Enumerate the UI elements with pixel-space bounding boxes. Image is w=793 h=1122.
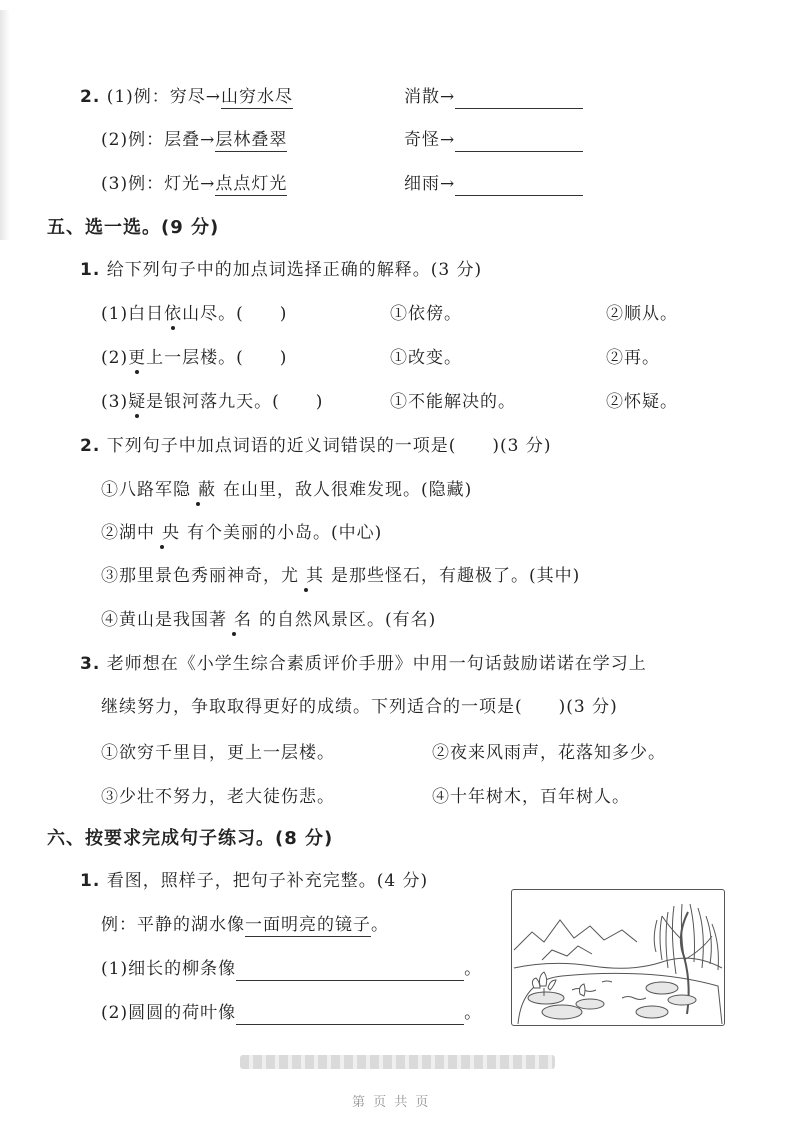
- s5-q3-option-4[interactable]: ④十年树木，百年树人。: [432, 787, 630, 807]
- example-answer: 一面明亮的镜子: [245, 915, 371, 935]
- question-number: 1.: [80, 871, 101, 891]
- option[interactable]: ①改变。: [390, 348, 462, 368]
- q2-row-1: 2. (1)例：穷尽→山穷水尽: [80, 87, 294, 107]
- target-word: 细雨→: [404, 174, 456, 194]
- s5-q1-item-3: (3)疑是银河落九天。( ): [101, 392, 324, 412]
- q2-blank-row-1: [404, 85, 583, 109]
- answer-blank[interactable]: [236, 1006, 464, 1025]
- dotted-word: 更: [128, 348, 147, 368]
- question-number: 2.: [80, 436, 101, 456]
- dotted-word: 中央: [137, 523, 187, 543]
- s5-q3-stem-line-2: 继续努力，争取取得更好的成绩。下列适合的一项是( )(3 分): [101, 697, 618, 717]
- s6-item-2: (2)圆圆的荷叶像 。: [101, 1003, 483, 1023]
- dotted-word: 依: [164, 304, 183, 324]
- page-number: 第 页 共 页: [352, 1095, 431, 1110]
- question-number: 3.: [80, 654, 101, 674]
- option[interactable]: ①依傍。: [390, 304, 462, 324]
- s5-q3-option-3[interactable]: ③少壮不努力，老大徒伤悲。: [101, 787, 335, 807]
- s5-q2-option-3[interactable]: ③那里景色秀丽神奇，尤其是那些怪石，有趣极了。(其中): [101, 566, 581, 586]
- answer-blank[interactable]: [455, 133, 583, 152]
- answer-blank[interactable]: [455, 90, 583, 109]
- q2-blank-row-2: [404, 128, 583, 152]
- s6-item-1: (1)细长的柳条像 。: [101, 959, 483, 979]
- dotted-word: 著名: [209, 610, 259, 630]
- section-5-title: 五、选一选。(9 分): [47, 217, 220, 238]
- example-answer: 山穷水尽: [221, 87, 294, 107]
- s5-q1-item-2: (2)更上一层楼。( ): [101, 348, 288, 368]
- s5-q2-option-2[interactable]: ②湖中央有个美丽的小岛。(中心): [101, 523, 383, 543]
- target-word: 奇怪→: [404, 130, 456, 150]
- option[interactable]: ②再。: [606, 348, 660, 368]
- q2-row-3: (3)例：灯光→点点灯光: [101, 174, 288, 194]
- question-number: 1.: [80, 260, 101, 280]
- s6-example: 例：平静的湖水像一面明亮的镜子。: [101, 915, 389, 935]
- section-6-title: 六、按要求完成句子练习。(8 分): [47, 828, 334, 849]
- example-answer: 点点灯光: [215, 174, 288, 194]
- option[interactable]: ①不能解决的。: [390, 392, 516, 412]
- example-answer: 层林叠翠: [215, 130, 288, 150]
- s5-q3-stem-line-1: 3. 老师想在《小学生综合素质评价手册》中用一句话鼓励诺诺在学习上: [80, 654, 647, 674]
- willow-lotus-lake-drawing: [512, 890, 724, 1025]
- answer-blank[interactable]: [236, 962, 464, 981]
- answer-blank[interactable]: [455, 177, 583, 196]
- s5-q3-option-2[interactable]: ②夜来风雨声，花落知多少。: [432, 743, 666, 763]
- dotted-word: 尤其: [281, 566, 331, 586]
- blurred-footer-strip: [240, 1055, 555, 1069]
- dotted-word: 隐蔽: [173, 480, 223, 500]
- s5-q2-option-1[interactable]: ①八路军隐蔽在山里，敌人很难发现。(隐藏): [101, 480, 473, 500]
- s6-q1-stem: 1. 看图，照样子，把句子补充完整。(4 分): [80, 871, 429, 891]
- option[interactable]: ②怀疑。: [606, 392, 678, 412]
- scan-edge-shadow: [0, 10, 10, 240]
- question-number: 2.: [80, 87, 101, 107]
- target-word: 消散→: [404, 87, 456, 107]
- option[interactable]: ②顺从。: [606, 304, 678, 324]
- q2-blank-row-3: [404, 172, 583, 196]
- s5-q3-option-1[interactable]: ①欲穷千里目，更上一层楼。: [101, 743, 335, 763]
- s5-q2-stem: 2. 下列句子中加点词语的近义词错误的一项是( )(3 分): [80, 436, 552, 456]
- s5-q1-stem: 1. 给下列句子中的加点词选择正确的解释。(3 分): [80, 260, 483, 280]
- dotted-word: 疑: [128, 392, 147, 412]
- lake-illustration: [511, 889, 725, 1026]
- s5-q1-item-1: (1)白日依山尽。( ): [101, 304, 288, 324]
- s5-q2-option-4[interactable]: ④黄山是我国著名的自然风景区。(有名): [101, 610, 437, 630]
- q2-row-2: (2)例：层叠→层林叠翠: [101, 130, 288, 150]
